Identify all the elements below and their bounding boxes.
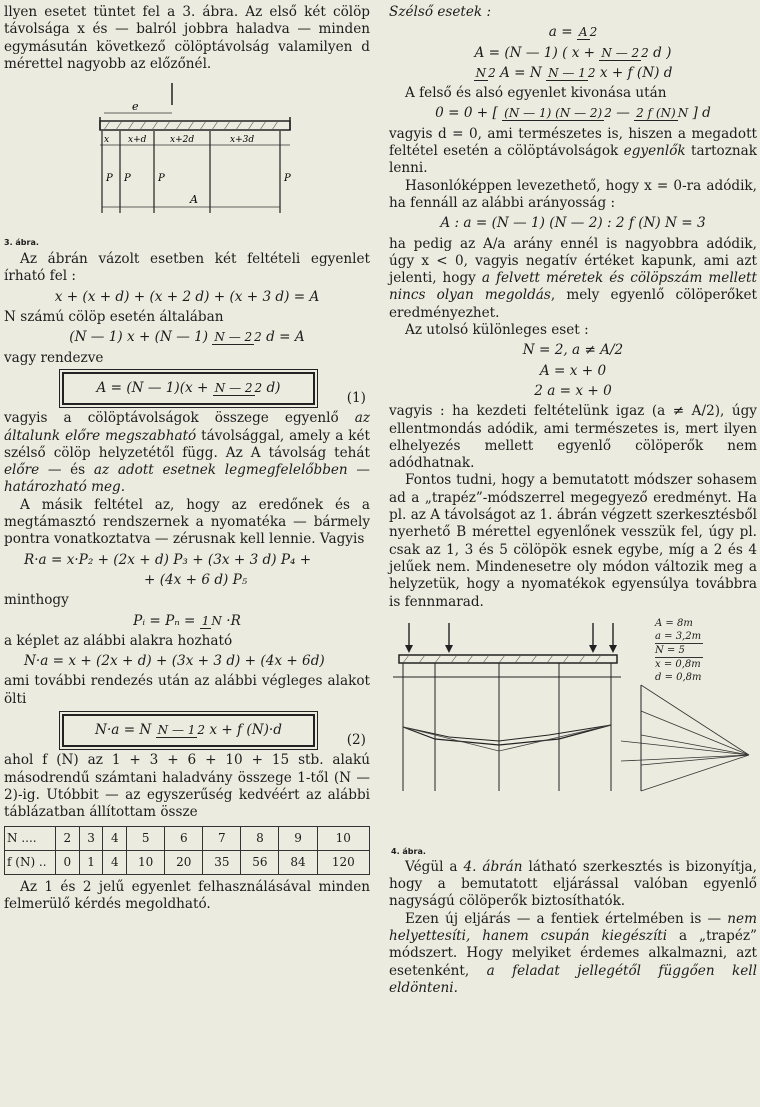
fig3-pile-label-4: P [284, 173, 291, 185]
paragraph-conditions: Az ábrán vázolt esetben két feltételi egyenlet írható fel : [4, 251, 370, 285]
paragraph-trapeze: Fontos tudni, hogy a bemutatott módszer sohasem ad a „trapéz”-módszerrel megegyező eredményt. Ha pl. az A távolságot az 1. ábrán végzett szerkesztésből nyerhető B mérettel egyenlőnek vesszük fel, úgy pl. csak az 1, 3 és 5 cölöpök esnek egybe, míg a 2 és 4 jelűek nem. Mindenesetre oly módon változik meg a helyzetük, hogy a nyomatékok egyensúlya továbbra is fennmarad. [389, 472, 758, 610]
equation-na: N·a = x + (2x + d) + (3x + 3 d) + (4x + 6d) [24, 653, 325, 670]
equation-sum: x + (x + d) + (x + 2 d) + (x + 3 d) = A [54, 288, 320, 305]
table-cell: 9 [279, 826, 317, 850]
table-row-head: N .... [5, 826, 56, 850]
fig3-pile-label-3: P [158, 173, 165, 185]
fig4-note: d = 0,8m [655, 671, 702, 683]
fig3-label-A: A [190, 193, 198, 207]
paragraph-d-zero: vagyis d = 0, ami természetes is, hiszen a megadott feltétel esetén a cölöptávolságok egyenlők tartoznak lenni. [389, 125, 757, 177]
paragraph-since: minthogy [4, 592, 69, 609]
fig4-note: A = 8m [655, 617, 693, 629]
table-cell: 84 [279, 850, 317, 874]
paragraph-x-zero: Hasonlóképpen levezethető, hogy x = 0-ra adódik, ha fennáll az alábbi arányosság : [389, 177, 757, 211]
equation-n2: N = 2, a ≠ A/2 [522, 342, 624, 359]
figure-4-caption: 4. ábra. [391, 846, 426, 856]
equation-2a-x: 2 a = x + 0 [534, 382, 612, 399]
fig3-label-x3d: x+3d [230, 135, 255, 146]
paragraph-subtraction: A felső és alsó egyenlet kivonása után [405, 85, 667, 102]
equation-A-upper: A = (N — 1) ( x + N — 2 2 d ) [474, 44, 672, 61]
paragraph-distance-sum: vagyis a cölöptávolságok összege egyenlő az általunk előre megszabható távolsággal, amely a két szélső cölöp helyzetétől függ. Az A távolság tehát előre — és az adott esetnek legmegfelelőbben — határozható meg. [4, 410, 370, 496]
boxed-equation-1: A = (N — 1)(x + N — 2 2 d) (1) [4, 372, 370, 405]
equation-a-half: a = A 2 [548, 24, 598, 41]
boxed-equation-2: N·a = N N — 1 2 x + f (N)·d (2) [4, 714, 370, 747]
fig4-note: N = 5 [655, 643, 703, 658]
equation-general: (N — 1) x + (N — 1) N — 2 2 d = A [69, 329, 305, 346]
figure-4-notes [655, 617, 703, 684]
table-cell: 20 [165, 850, 203, 874]
table-cell: 4 [103, 850, 127, 874]
table-cell: 5 [127, 826, 165, 850]
equation-zero: 0 = 0 + [ (N — 1) (N — 2) 2 — 2 f (N) N ] d [435, 105, 711, 122]
paragraph-final: Ezen új eljárás — a fentiek értelmében is — nem helyettesíti, hanem csupán kiegészíti a „trapéz” módszert. Hogy melyiket érdemes alkalmazni, azt esetenként, a feladat jellegétől függően kell eldönteni. [389, 910, 757, 996]
table-cell: 56 [241, 850, 279, 874]
equation-number-1: (1) [346, 389, 366, 406]
fig3-label-x2d: x+2d [170, 135, 195, 146]
paragraph-rearranged: vagy rendezve [4, 349, 104, 366]
fig4-note: a = 3,2m [655, 630, 702, 642]
table-cell: 0 [56, 850, 80, 874]
section-heading-extreme-cases: Szélső esetek : [389, 4, 492, 20]
paragraph-progression: ahol f (N) az 1 + 3 + 6 + 10 + 15 stb. alakú másodrendű számtani haladvány összege 1-től (N — 2)-ig. Utóbbit — az egyszerűség kedvéért az alábbi táblázatban állítottam össze [4, 752, 370, 821]
table-cell: 6 [165, 826, 203, 850]
equation-moment-b: + (4x + 6 d) P₅ [144, 571, 248, 588]
fig3-label-x: x [104, 135, 110, 146]
paragraph-formula-form: a képlet az alábbi alakra hozható [4, 632, 233, 649]
fn-table [4, 826, 370, 876]
paragraph-final-form: ami további rendezés után az alábbi végleges alakot ölti [4, 673, 370, 707]
table-cell: 10 [317, 826, 369, 850]
paragraph-contradiction: vagyis : ha kezdeti feltételünk igaz (a ≠ A/2), úgy ellentmondás adódik, ami természetes is, mert ilyen elhelyezés mellett egyenlő cölöperők nem adódhatnak. [389, 403, 757, 472]
table-cell: 4 [103, 826, 127, 850]
table-row [5, 850, 370, 874]
equation-pile-force: Pᵢ = Pₙ = 1 N ·R [133, 612, 241, 629]
paragraph-negative-x: ha pedig az A/a arány ennél is nagyobbra adódik, úgy x < 0, vagyis negatív értéket kapunk, ami azt jelenti, hogy a felvett méretek és cölöpszám mellett nincs olyan megoldás, mely egyenlő cölöperőket eredményezhet. [389, 235, 757, 321]
fig4-note: x = 0,8m [655, 658, 701, 670]
table-cell: 8 [241, 826, 279, 850]
figure-3-drawing [4, 75, 370, 251]
table-cell: 7 [203, 826, 241, 850]
figure-4 [389, 615, 757, 859]
paragraph-moment-condition: A másik feltétel az, hogy az eredőnek és a megtámasztó rendszernek a nyomatéka — bármely pontra vonatkoztatva — zérusnak kell lennie. Vagyis [4, 496, 370, 548]
equation-A-x: A = x + 0 [539, 362, 607, 379]
equation-moment-a: R·a = x·P₂ + (2x + d) P₃ + (3x + 3 d) P₄ + [24, 551, 312, 568]
paragraph-fig4-proof: Végül a 4. ábrán látható szerkesztés is bizonyítja, hogy a bemutatott eljárással valóban egyenlő nagyságú cölöperők biztosíthatók. [389, 858, 757, 910]
table-row-head: f (N) .. [5, 850, 56, 874]
table-cell: 10 [127, 850, 165, 874]
equation-number-2: (2) [346, 732, 366, 749]
fig3-pile-label-1: P [106, 173, 113, 185]
equation-ratio: A : a = (N — 1) (N — 2) : 2 f (N) N = 3 [440, 215, 706, 232]
table-cell: 35 [203, 850, 241, 874]
table-cell: 1 [79, 850, 103, 874]
left-column [4, 4, 370, 914]
table-cell: 120 [317, 850, 369, 874]
fig3-label-e: e [132, 100, 139, 114]
paragraph-last-case: Az utolsó különleges eset : [405, 322, 589, 339]
table-cell: 3 [79, 826, 103, 850]
paragraph-conclusion-left: Az 1 és 2 jelű egyenlet felhasználásával minden felmerülő kérdés megoldható. [4, 879, 370, 913]
paragraph-intro: llyen esetet tüntet fel a 3. ábra. Az első két cölöp távolsága x és — balról jobbra haladva — minden egymásután következő cölöptávolság valamilyen d mérettel nagyobb az előzőnél. [4, 4, 370, 72]
table-row [5, 826, 370, 850]
paragraph-n-piles: N számú cölöp esetén általában [4, 309, 224, 326]
fig3-pile-label-2: P [124, 173, 131, 185]
equation-A-lower: N 2 A = N N — 1 2 x + f (N) d [475, 64, 673, 81]
figure-3-caption: 3. ábra. [4, 238, 39, 248]
figure-3 [4, 75, 370, 251]
right-column [389, 4, 757, 997]
table-cell: 2 [56, 826, 80, 850]
fig3-label-xd: x+d [128, 135, 147, 146]
